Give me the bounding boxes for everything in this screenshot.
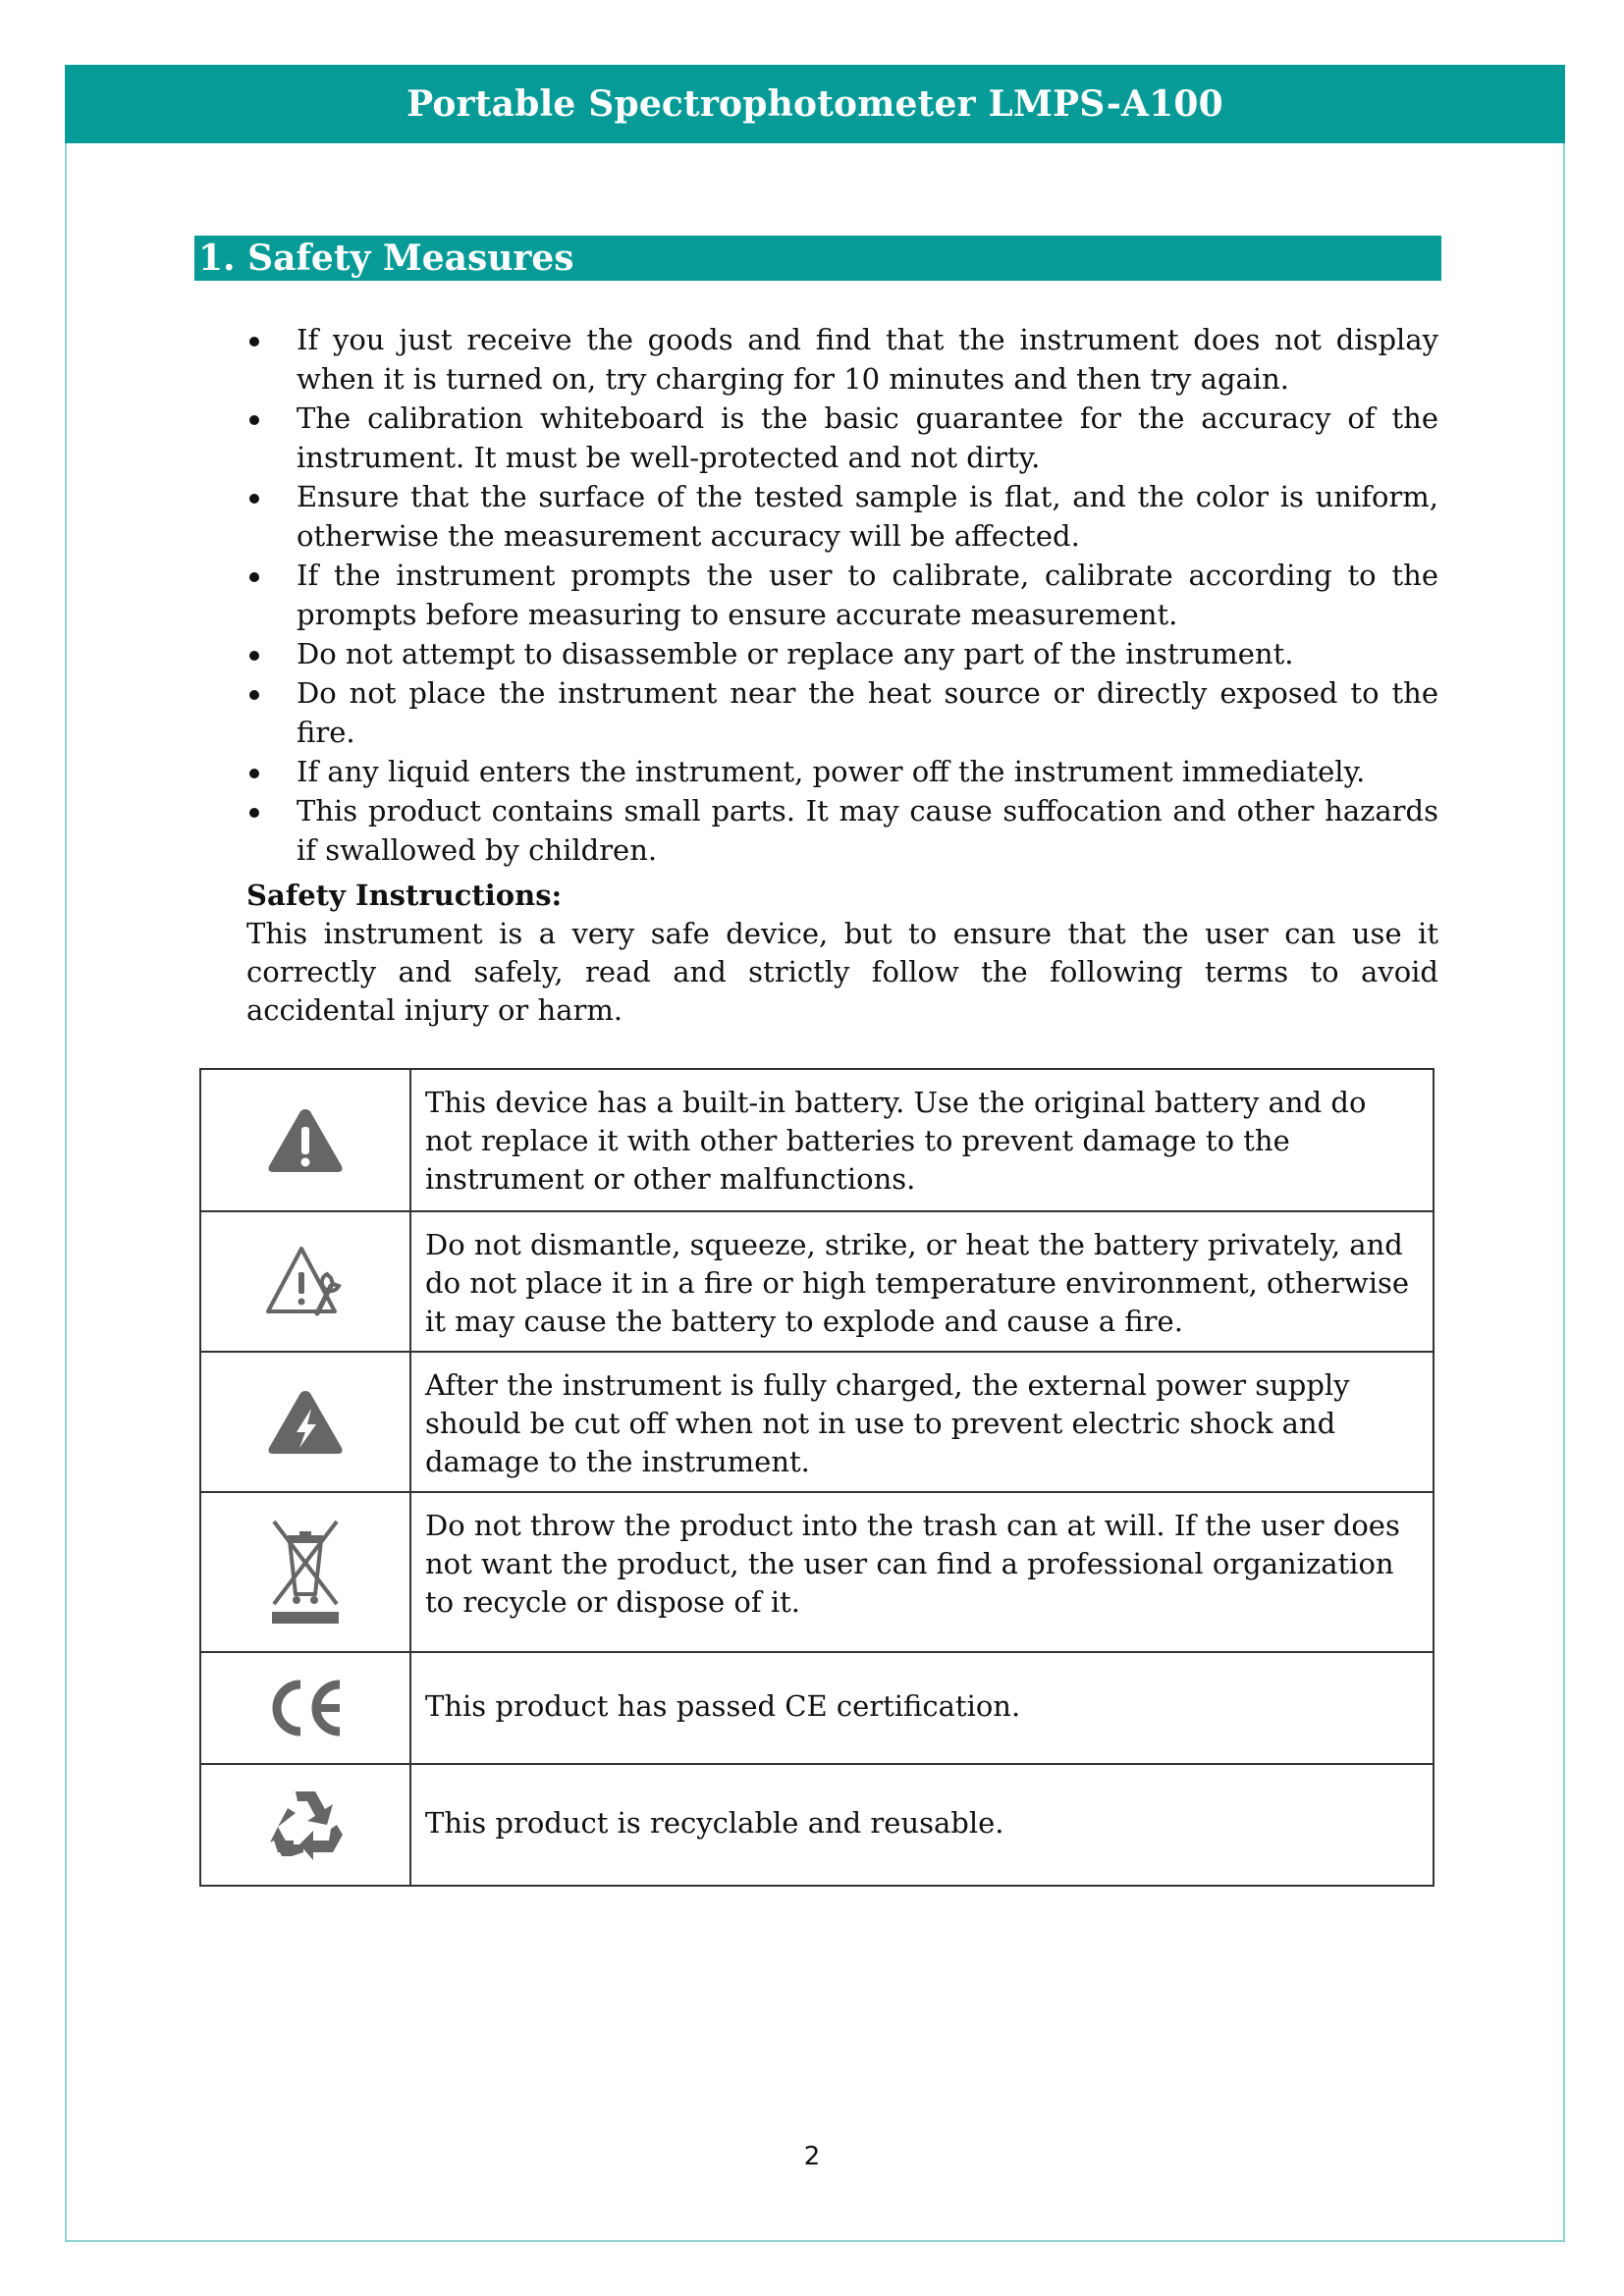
bullet-dot-icon	[249, 415, 259, 425]
ce-mark-icon	[265, 1679, 346, 1737]
warning-wrench-icon	[266, 1245, 345, 1319]
bullet-item: This product contains small parts. It may cause suffocation and other hazards if swallowed by children.	[245, 791, 1438, 870]
table-row	[200, 1069, 1434, 1211]
bullet-dot-icon	[249, 690, 259, 700]
table-row-text: Do not throw the product into the trash can at will. If the user does not want the product, the user can find a professional organization to recycle or dispose of it.	[410, 1492, 1434, 1652]
bullet-item: Do not attempt to disassemble or replace any part of the instrument.	[245, 634, 1438, 673]
table-row	[200, 1352, 1434, 1492]
bullet-dot-icon	[249, 769, 259, 778]
bullet-dot-icon	[249, 494, 259, 504]
bullet-item: If any liquid enters the instrument, power off the instrument immediately.	[245, 752, 1438, 791]
recycle-icon	[266, 1788, 345, 1862]
table-row	[200, 1211, 1434, 1352]
table-row	[200, 1492, 1434, 1652]
bullet-dot-icon	[249, 808, 259, 818]
bullet-item: If the instrument prompts the user to calibrate, calibrate according to the prompts before measuring to ensure accurate measurement.	[245, 556, 1438, 634]
bullet-dot-icon	[249, 651, 259, 661]
table-row-text: After the instrument is fully charged, the external power supply should be cut off when not in use to prevent electric shock and damage to the instrument.	[410, 1352, 1434, 1492]
table-row-text: This product is recyclable and reusable.	[410, 1764, 1434, 1886]
icon-cell	[200, 1652, 410, 1764]
icon-cell	[200, 1764, 410, 1886]
document-title: Portable Spectrophotometer LMPS-A100	[406, 83, 1223, 125]
warning-icon	[266, 1105, 345, 1176]
bullet-dot-icon	[249, 572, 259, 582]
bullet-item: The calibration whiteboard is the basic guarantee for the accuracy of the instrument. It must be well-protected and not dirty.	[245, 399, 1438, 477]
section-heading-bar	[194, 236, 1441, 281]
table-row-text: This product has passed CE certification.	[410, 1652, 1434, 1764]
bullet-item: Do not place the instrument near the heat source or directly exposed to the fire.	[245, 673, 1438, 752]
icon-cell	[200, 1352, 410, 1492]
bullet-dot-icon	[249, 337, 259, 347]
bullet-item: Ensure that the surface of the tested sample is flat, and the color is uniform, otherwise the measurement accuracy will be affected.	[245, 477, 1438, 556]
table-row-text: Do not dismantle, squeeze, strike, or heat the battery privately, and do not place it in a fire or high temperature environment, otherwise it may cause the battery to explode and cause a fire.	[410, 1211, 1434, 1352]
icon-cell	[200, 1069, 410, 1211]
bullet-item: If you just receive the goods and find that the instrument does not display when it is turned on, try charging for 10 minutes and then try again.	[245, 320, 1438, 399]
icon-cell	[200, 1492, 410, 1652]
safety-instructions-body: This instrument is a very safe device, but to ensure that the user can use it correctly and safely, read and strictly follow the following terms to avoid accidental injury or harm.	[246, 917, 1438, 1027]
table-row	[200, 1764, 1434, 1886]
table-row-text: This device has a built-in battery. Use the original battery and do not replace it with other batteries to prevent damage to the instrument or other malfunctions.	[410, 1069, 1434, 1211]
header-bar	[65, 65, 1565, 143]
page-number: 2	[803, 2142, 821, 2171]
safety-bullet-list	[245, 320, 1438, 870]
table-row	[200, 1652, 1434, 1764]
electric-shock-icon	[266, 1387, 345, 1458]
safety-symbols-table	[199, 1068, 1435, 1887]
safety-instructions-heading: Safety Instructions:	[246, 879, 563, 912]
weee-crossed-bin-icon	[266, 1518, 345, 1628]
section-title: 1. Safety Measures	[198, 238, 574, 279]
icon-cell	[200, 1211, 410, 1352]
